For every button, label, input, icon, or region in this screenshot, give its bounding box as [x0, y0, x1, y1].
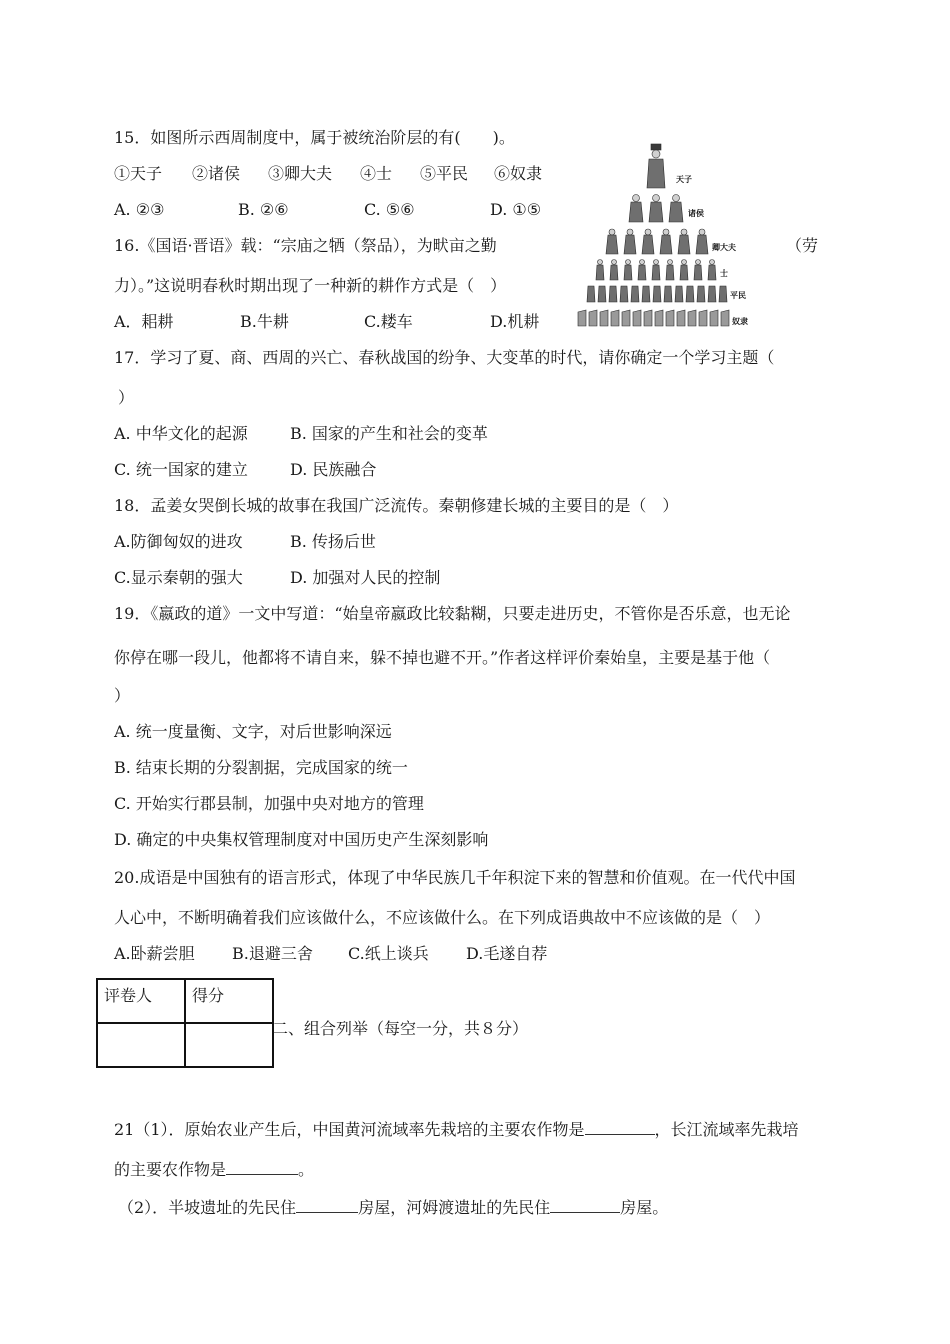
q21-text: 。 [298, 1160, 315, 1179]
reviewer-header: 评卷人 [97, 979, 185, 1023]
q19-option: C. 开始实行郡县制，加强中央对地方的管理 [114, 794, 424, 813]
reviewer-cell[interactable] [97, 1023, 185, 1067]
q16-option: C.耧车 [364, 312, 413, 331]
q19-option: D. 确定的中央集权管理制度对中国历史产生深刻影响 [114, 830, 489, 849]
q21-text: ，长江流域率先栽培 [654, 1120, 799, 1139]
q15-item: ②诸侯 [192, 164, 241, 183]
q18-option: B. 传扬后世 [290, 532, 376, 551]
q21-part1-line1 [114, 1120, 799, 1140]
qingdafu-figures [606, 229, 708, 254]
nuli-figures [578, 310, 729, 326]
western-zhou-hierarchy-figure [572, 140, 760, 332]
q19-option: A. 统一度量衡、文字，对后世影响深远 [114, 722, 392, 741]
q16-option: D.机耕 [490, 312, 540, 331]
q20-option: A.卧薪尝胆 [114, 944, 195, 963]
q16-option: B.牛耕 [240, 312, 289, 331]
q20-stem-line1: 20.成语是中国独有的语言形式，体现了中华民族几千年积淀下来的智慧和价值观。在一代代中国 [114, 868, 796, 887]
figure-label-qingdafu: 卿大夫 [712, 243, 736, 252]
q15-option: D. ①⑤ [490, 200, 542, 219]
figure-label-shi: 士 [720, 269, 728, 278]
q17-stem-line1: 17．学习了夏、商、西周的兴亡、春秋战国的纷争、大变革的时代，请你确定一个学习主题（ [114, 348, 775, 367]
q15-item: ⑤平民 [420, 164, 469, 183]
q16-stem-tail: （劳 [786, 236, 819, 255]
q17-stem-line2: ） [118, 388, 135, 407]
score-cell[interactable] [185, 1023, 273, 1067]
q17-option: C. 统一国家的建立 [114, 460, 248, 479]
score-header: 得分 [185, 979, 273, 1023]
q19-option: B. 结束长期的分裂割据，完成国家的统一 [114, 758, 408, 777]
q18-option: D. 加强对人民的控制 [290, 568, 441, 587]
q19-stem-line1: 19．《嬴政的道》一文中写道：“始皇帝嬴政比较黏糊，只要走进历史，不管你是否乐意，也无论 [114, 604, 791, 623]
q18-option: A.防御匈奴的进攻 [114, 532, 243, 551]
figure-label-nuli: 奴隶 [732, 317, 748, 326]
q15-option: C. ⑤⑥ [364, 200, 415, 219]
figure-label-pingmin: 平民 [730, 291, 746, 300]
q16-stem-line2: 力）。”这说明春秋时期出现了一种新的耕作方式是（ ） [114, 276, 507, 295]
q21-text: 21（1）．原始农业产生后，中国黄河流域率先栽培的主要农作物是 [114, 1120, 585, 1139]
q21-part1-line2 [114, 1160, 314, 1180]
q15-option: B. ②⑥ [238, 200, 289, 219]
pingmin-figures [587, 286, 727, 302]
zhuhou-figures [629, 195, 683, 223]
figure-label-tianzi: 天子 [676, 175, 692, 184]
answer-blank[interactable] [296, 1198, 358, 1213]
q16-stem-line1: 16.《国语·晋语》载：“宗庙之牺（祭品），为畎亩之勤 [114, 236, 497, 255]
answer-blank[interactable] [550, 1198, 620, 1213]
q20-stem-line2: 人心中，不断明确着我们应该做什么，不应该做什么。在下列成语典故中不应该做的是（ ） [114, 908, 771, 927]
tianzi-figure [647, 144, 665, 188]
q21-text: 房屋。 [620, 1198, 669, 1217]
q15-item: ⑥奴隶 [494, 164, 543, 183]
q21-text: （2）．半坡遗址的先民住 [118, 1198, 297, 1217]
q21-text: 房屋，河姆渡遗址的先民住 [358, 1198, 551, 1217]
q19-stem-line3: ） [114, 686, 131, 705]
answer-blank[interactable] [585, 1120, 655, 1135]
score-table [96, 978, 274, 1068]
q17-option: B. 国家的产生和社会的变革 [290, 424, 488, 443]
figure-label-zhuhou: 诸侯 [688, 209, 704, 218]
q18-option: C.显示秦朝的强大 [114, 568, 243, 587]
q15-item: ④士 [360, 164, 393, 183]
q20-option: B.退避三舍 [232, 944, 313, 963]
q15-item: ①天子 [114, 164, 163, 183]
answer-blank[interactable] [226, 1160, 298, 1175]
q16-option: A．耜耕 [114, 312, 174, 331]
q15-option: A. ②③ [114, 200, 165, 219]
q20-option: C.纸上谈兵 [348, 944, 429, 963]
shi-figures [596, 260, 716, 281]
q19-stem-line2: 你停在哪一段儿，他都将不请自来，躲不掉也避不开。”作者这样评价秦始皇，主要是基于他（ [114, 648, 771, 667]
q17-option: D. 民族融合 [290, 460, 377, 479]
q15-item: ③卿大夫 [268, 164, 333, 183]
q18-stem: 18．孟姜女哭倒长城的故事在我国广泛流传。秦朝修建长城的主要目的是（ ） [114, 496, 679, 515]
q17-option: A. 中华文化的起源 [114, 424, 248, 443]
q21-part2 [118, 1198, 668, 1218]
q15-stem: 15．如图所示西周制度中，属于被统治阶层的有( )。 [114, 128, 515, 147]
q20-option: D.毛遂自荐 [466, 944, 548, 963]
section-title: 二、组合列举（每空一分，共８分） [272, 1019, 529, 1038]
q21-text: 的主要农作物是 [114, 1160, 227, 1179]
